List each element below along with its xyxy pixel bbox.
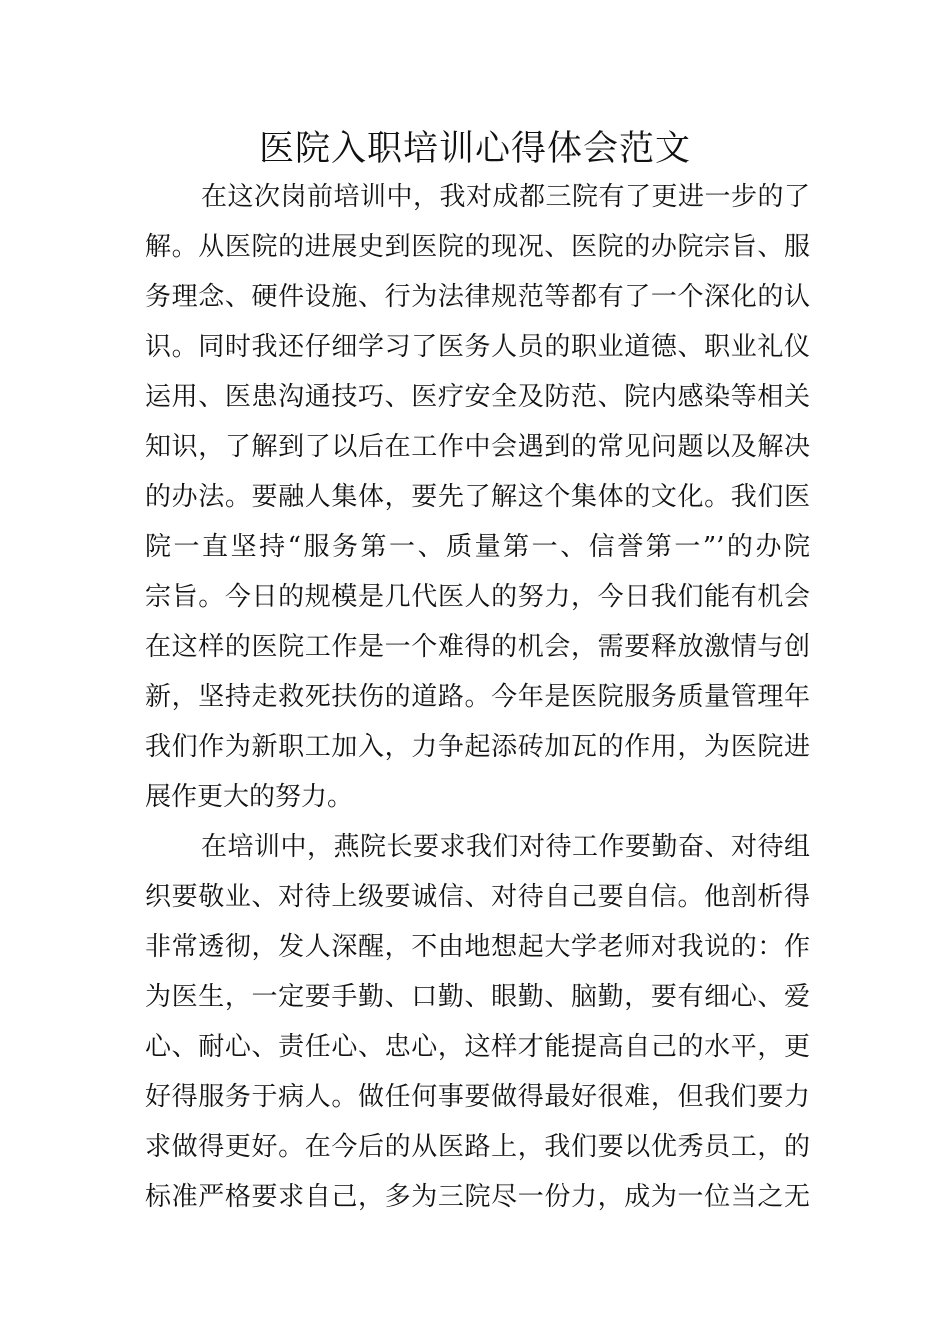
- paragraph-2-line-6: 好得服务于病人。做任何事要做得最好很难，但我们要力: [145, 1082, 810, 1112]
- paragraph-2-line-4: 为医生，一定要手勤、口勤、眼勤、脑勤，要有细心、爱: [145, 982, 810, 1012]
- paragraph-1-line-5: 运用、医患沟通技巧、医疗安全及防范、院内感染等相关: [145, 382, 810, 412]
- document-title: 医院入职培训心得体会范文: [258, 129, 691, 169]
- paragraph-2-line-5: 心、耐心、责任心、忠心，这样才能提高自己的水平，更: [145, 1032, 810, 1062]
- paragraph-2-line-3: 非常透彻，发人深醒，不由地想起大学老师对我说的：作: [145, 932, 810, 962]
- paragraph-1-line-11: 新，坚持走救死扶伤的道路。今年是医院服务质量管理年: [145, 682, 810, 712]
- paragraph-1-line-4: 识。同时我还仔细学习了医务人员的职业道德、职业礼仪: [145, 332, 810, 362]
- paragraph-1-line-3: 务理念、硬件设施、行为法律规范等都有了一个深化的认: [145, 282, 810, 312]
- paragraph-1-line-2: 解。从医院的进展史到医院的现况、医院的办院宗旨、服: [145, 232, 810, 262]
- paragraph-1-line-6: 知识，了解到了以后在工作中会遇到的常见问题以及解决: [145, 432, 810, 462]
- paragraph-2-line-2: 织要敬业、对待上级要诚信、对待自己要自信。他剖析得: [145, 882, 810, 912]
- paragraph-1-line-8: 院一直坚持“服务第一、质量第一、信誉第一”’的办院: [145, 532, 810, 562]
- paragraph-2-line-7: 求做得更好。在今后的从医路上，我们要以优秀员工，的: [145, 1132, 810, 1162]
- paragraph-1-line-12: 我们作为新职工加入，力争起添砖加瓦的作用，为医院进: [145, 732, 810, 762]
- paragraph-2-line-8: 标准严格要求自己，多为三院尽一份力，成为一位当之无: [145, 1182, 810, 1212]
- paragraph-1-line-10: 在这样的医院工作是一个难得的机会，需要释放激情与创: [145, 632, 810, 662]
- paragraph-1-line-9: 宗旨。今日的规模是几代医人的努力，今日我们能有机会: [145, 582, 810, 612]
- paragraph-2-line-1: 在培训中，燕院长要求我们对待工作要勤奋、对待组: [201, 832, 810, 862]
- paragraph-1-line-13: 展作更大的努力。: [145, 782, 354, 812]
- paragraph-1-line-1: 在这次岗前培训中，我对成都三院有了更进一步的了: [201, 182, 810, 212]
- paragraph-1-line-7: 的办法。要融人集体，要先了解这个集体的文化。我们医: [145, 482, 810, 512]
